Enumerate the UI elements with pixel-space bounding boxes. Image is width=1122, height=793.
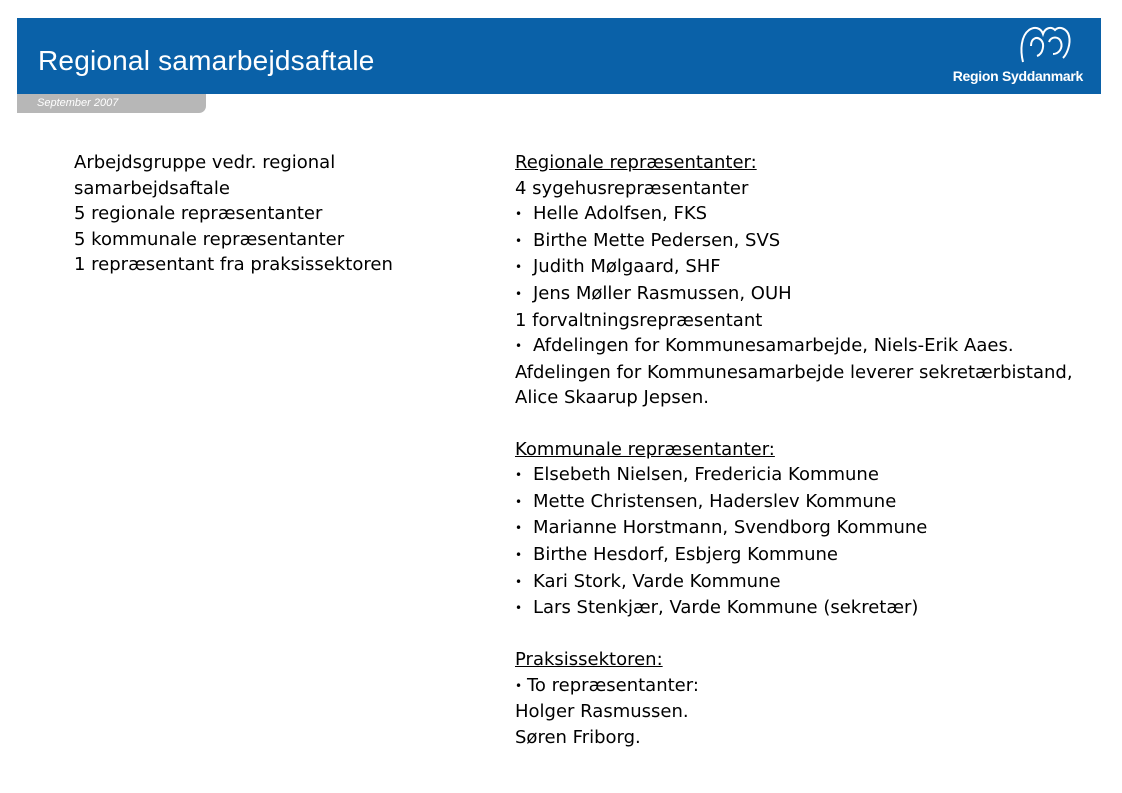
list-item bbox=[515, 254, 1075, 281]
date-label: September 2007 bbox=[37, 97, 119, 109]
logo-text: Region Syddanmark bbox=[952, 68, 1083, 84]
municipal-count-line: 5 kommunale repræsentanter bbox=[74, 228, 345, 250]
regional-count-line: 5 regionale repræsentanter bbox=[74, 203, 323, 225]
bullet-icon: • bbox=[515, 286, 523, 301]
municipal-member: Birthe Hesdorf, Esbjerg Kommune bbox=[533, 543, 838, 565]
practice-member: Søren Friborg. bbox=[515, 727, 641, 749]
bullet-icon: • bbox=[515, 547, 523, 562]
list-item bbox=[515, 489, 1075, 516]
hospital-member: Birthe Mette Pedersen, SVS bbox=[533, 229, 781, 251]
admin-intro: 1 forvaltningsrepræsentant bbox=[515, 309, 763, 331]
practice-count-line: 1 repræsentant fra praksissektoren bbox=[74, 254, 393, 276]
region-syddanmark-logo-icon bbox=[1017, 24, 1073, 64]
header-banner bbox=[17, 18, 1101, 94]
list-item bbox=[515, 569, 1075, 596]
list-item bbox=[515, 228, 1075, 255]
bullet-icon: • bbox=[515, 678, 523, 693]
hospital-member: Helle Adolfsen, FKS bbox=[533, 203, 708, 225]
bullet-icon: • bbox=[515, 601, 523, 616]
list-item bbox=[515, 515, 1075, 542]
bullet-icon: • bbox=[515, 339, 523, 354]
municipal-member: Lars Stenkjær, Varde Kommune (sekretær) bbox=[533, 597, 919, 619]
list-item bbox=[515, 673, 1075, 700]
municipal-member: Mette Christensen, Haderslev Kommune bbox=[533, 490, 897, 512]
practice-heading: Praksissektoren: bbox=[515, 649, 663, 671]
bullet-icon: • bbox=[515, 260, 523, 275]
practice-intro: To repræsentanter: bbox=[527, 674, 699, 696]
spacer bbox=[515, 411, 1075, 437]
municipal-heading: Kommunale repræsentanter: bbox=[515, 438, 775, 460]
date-tab bbox=[17, 94, 206, 113]
municipal-member: Kari Stork, Varde Kommune bbox=[533, 570, 781, 592]
hospital-member: Jens Møller Rasmussen, OUH bbox=[533, 282, 792, 304]
page-title: Regional samarbejdsaftale bbox=[38, 45, 375, 76]
hospital-intro: 4 sygehusrepræsentanter bbox=[515, 177, 749, 199]
list-item bbox=[515, 333, 1075, 360]
list-item bbox=[515, 542, 1075, 569]
municipal-member: Marianne Horstmann, Svendborg Kommune bbox=[533, 517, 928, 539]
secretary-note: Afdelingen for Kommunesamarbejde leverer sekretærbistand, Alice Skaarup Jepsen. bbox=[515, 361, 1073, 409]
municipal-member: Elsebeth Nielsen, Fredericia Kommune bbox=[533, 464, 879, 486]
region-logo bbox=[952, 24, 1083, 90]
bullet-icon: • bbox=[515, 494, 523, 509]
spacer bbox=[515, 622, 1075, 648]
list-item bbox=[515, 281, 1075, 308]
bullet-icon: • bbox=[515, 574, 523, 589]
bullet-icon: • bbox=[515, 468, 523, 483]
bullet-icon: • bbox=[515, 521, 523, 536]
admin-member: Afdelingen for Kommunesamarbejde, Niels-Erik Aaes. bbox=[533, 335, 1014, 357]
list-item bbox=[515, 462, 1075, 489]
working-group-line: Arbejdsgruppe vedr. regional samarbejdsaftale bbox=[74, 152, 336, 199]
list-item bbox=[515, 201, 1075, 228]
right-column bbox=[515, 150, 1075, 751]
bullet-icon: • bbox=[515, 207, 523, 222]
bullet-icon: • bbox=[515, 233, 523, 248]
list-item bbox=[515, 595, 1075, 622]
practice-member: Holger Rasmussen. bbox=[515, 701, 689, 723]
regional-heading: Regionale repræsentanter: bbox=[515, 152, 757, 173]
hospital-member: Judith Mølgaard, SHF bbox=[533, 256, 721, 278]
left-column bbox=[74, 150, 484, 278]
